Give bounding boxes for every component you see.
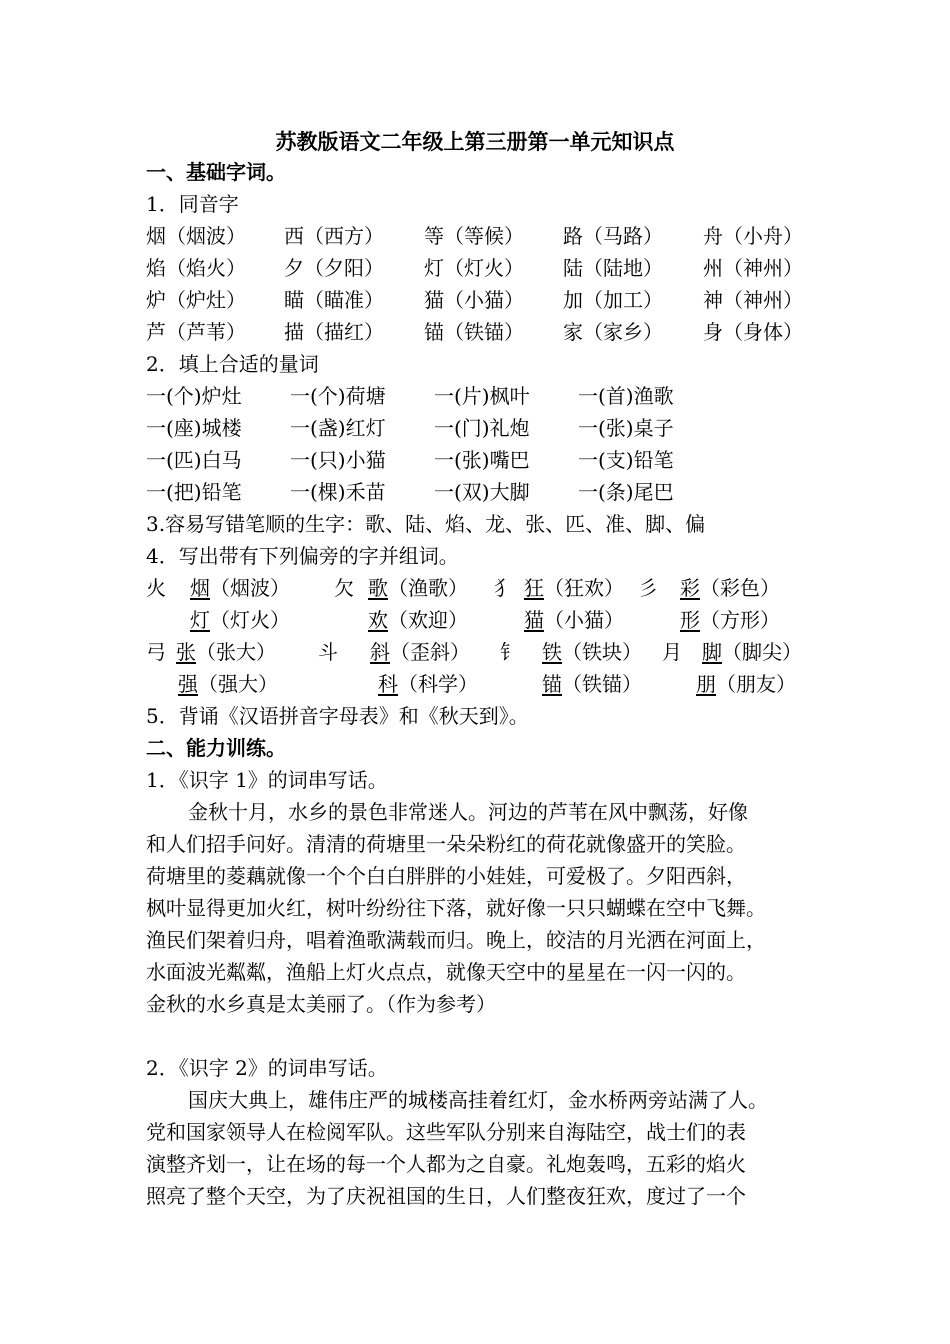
measure-words-heading: 2．填上合适的量词 (146, 352, 319, 376)
measure-word-cell: 一(座)城楼 (146, 416, 242, 440)
measure-word-cell: 一(张)嘴巴 (434, 448, 530, 472)
measure-word-cell: 一(个)荷塘 (290, 384, 386, 408)
measure-word-cell: 一(首)渔歌 (578, 384, 674, 408)
homophone-cell: 西（西方） (284, 224, 384, 248)
measure-word-cell: 一(匹)白马 (146, 448, 242, 472)
homophone-cell: 陆（陆地） (563, 256, 663, 280)
measure-word-cell: 一(片)枫叶 (434, 384, 530, 408)
measure-word-cell: 一(张)桌子 (578, 416, 674, 440)
radical-label: 火 (146, 576, 166, 600)
homophone-cell: 加（加工） (563, 288, 663, 312)
homophone-cell: 灯（灯火） (424, 256, 524, 280)
radical-word: 灯（灯火） (190, 608, 290, 632)
homophone-cell: 舟（小舟） (703, 224, 803, 248)
homophone-cell: 炉（炉灶） (146, 288, 246, 312)
paragraph-line: 金秋十月，水乡的景色非常迷人。河边的芦苇在风中飘荡，好像 (188, 800, 748, 824)
radicals-heading: 4．写出带有下列偏旁的字并组词。 (146, 544, 459, 568)
paragraph-line: 国庆大典上，雄伟庄严的城楼高挂着红灯，金水桥两旁站满了人。 (188, 1088, 768, 1112)
homophone-cell: 芦（芦苇） (146, 320, 246, 344)
measure-word-cell: 一(棵)禾苗 (290, 480, 386, 504)
paragraph-line: 金秋的水乡真是太美丽了。（作为参考） (146, 992, 496, 1016)
radical-word: 强（强大） (178, 672, 278, 696)
paragraph-line: 荷塘里的菱藕就像一个个白白胖胖的小娃娃，可爱极了。夕阳西斜， (146, 864, 746, 888)
radical-word: 脚（脚尖） (702, 640, 802, 664)
section-heading-training: 二、能力训练。 (146, 736, 286, 760)
radical-word: 张（张大） (176, 640, 276, 664)
radical-word: 烟（烟波） (190, 576, 290, 600)
radical-word: 铁（铁块） (542, 640, 642, 664)
radical-word: 锚（铁锚） (542, 672, 642, 696)
homophone-cell: 等（等候） (424, 224, 524, 248)
homophone-cell: 锚（铁锚） (424, 320, 524, 344)
homophone-cell: 家（家乡） (563, 320, 663, 344)
section-heading-basics: 一、基础字词。 (146, 160, 286, 184)
radical-word: 歌（渔歌） (368, 576, 468, 600)
paragraph-line: 水面波光粼粼，渔船上灯火点点，就像天空中的星星在一闪一闪的。 (146, 960, 746, 984)
recite-note: 5．背诵《汉语拼音字母表》和《秋天到》。 (146, 704, 529, 728)
measure-word-cell: 一(门)礼炮 (434, 416, 530, 440)
measure-word-cell: 一(只)小猫 (290, 448, 386, 472)
measure-word-cell: 一(条)尾巴 (578, 480, 674, 504)
measure-word-cell: 一(个)炉灶 (146, 384, 242, 408)
measure-word-cell: 一(盏)红灯 (290, 416, 386, 440)
measure-word-cell: 一(双)大脚 (434, 480, 530, 504)
homophone-cell: 身（身体） (703, 320, 803, 344)
homophone-cell: 烟（烟波） (146, 224, 246, 248)
paragraph-line: 渔民们架着归舟，唱着渔歌满载而归。晚上，皎洁的月光洒在河面上， (146, 928, 766, 952)
homophone-cell: 描（描红） (284, 320, 384, 344)
radical-word: 科（科学） (378, 672, 478, 696)
radical-word: 彩（彩色） (680, 576, 780, 600)
homophone-cell: 瞄（瞄准） (284, 288, 384, 312)
homophone-cell: 夕（夕阳） (284, 256, 384, 280)
homophone-cell: 神（神州） (703, 288, 803, 312)
homophones-heading: 1．同音字 (146, 192, 239, 216)
homophone-cell: 猫（小猫） (424, 288, 524, 312)
item1-heading: 1．《识字 1》的词串写话。 (146, 768, 388, 792)
stroke-order-note: 3.容易写错笔顺的生字：歌、陆、焰、龙、张、匹、准、脚、偏 (146, 512, 706, 536)
homophone-cell: 州（神州） (703, 256, 803, 280)
homophone-cell: 路（马路） (563, 224, 663, 248)
item2-heading: 2．《识字 2》的词串写话。 (146, 1056, 388, 1080)
radical-word: 斜（歪斜） (370, 640, 470, 664)
radical-label: 彡 (638, 576, 658, 600)
radical-label: 斗 (318, 640, 338, 664)
homophone-cell: 焰（焰火） (146, 256, 246, 280)
radical-label: 月 (662, 640, 682, 664)
paragraph-line: 枫叶显得更加火红，树叶纷纷往下落，就好像一只只蝴蝶在空中飞舞。 (146, 896, 766, 920)
measure-word-cell: 一(把)铅笔 (146, 480, 242, 504)
measure-word-cell: 一(支)铅笔 (578, 448, 674, 472)
radical-word: 欢（欢迎） (368, 608, 468, 632)
radical-label: 犭 (494, 576, 514, 600)
radical-label: 欠 (334, 576, 354, 600)
radical-word: 形（方形） (680, 608, 780, 632)
radical-word: 狂（狂欢） (524, 576, 624, 600)
paragraph-line: 照亮了整个天空，为了庆祝祖国的生日，人们整夜狂欢，度过了一个 (146, 1184, 746, 1208)
paragraph-line: 演整齐划一，让在场的每一个人都为之自豪。礼炮轰鸣，五彩的焰火 (146, 1152, 746, 1176)
radical-word: 猫（小猫） (524, 608, 624, 632)
radical-word: 朋（朋友） (696, 672, 796, 696)
document-title: 苏教版语文二年级上第三册第一单元知识点 (275, 129, 675, 154)
paragraph-line: 党和国家领导人在检阅军队。这些军队分别来自海陆空，战士们的表 (146, 1120, 746, 1144)
radical-label: 钅 (500, 640, 520, 664)
radical-label: 弓 (146, 640, 166, 664)
paragraph-line: 和人们招手问好。清清的荷塘里一朵朵粉红的荷花就像盛开的笑脸。 (146, 832, 746, 856)
